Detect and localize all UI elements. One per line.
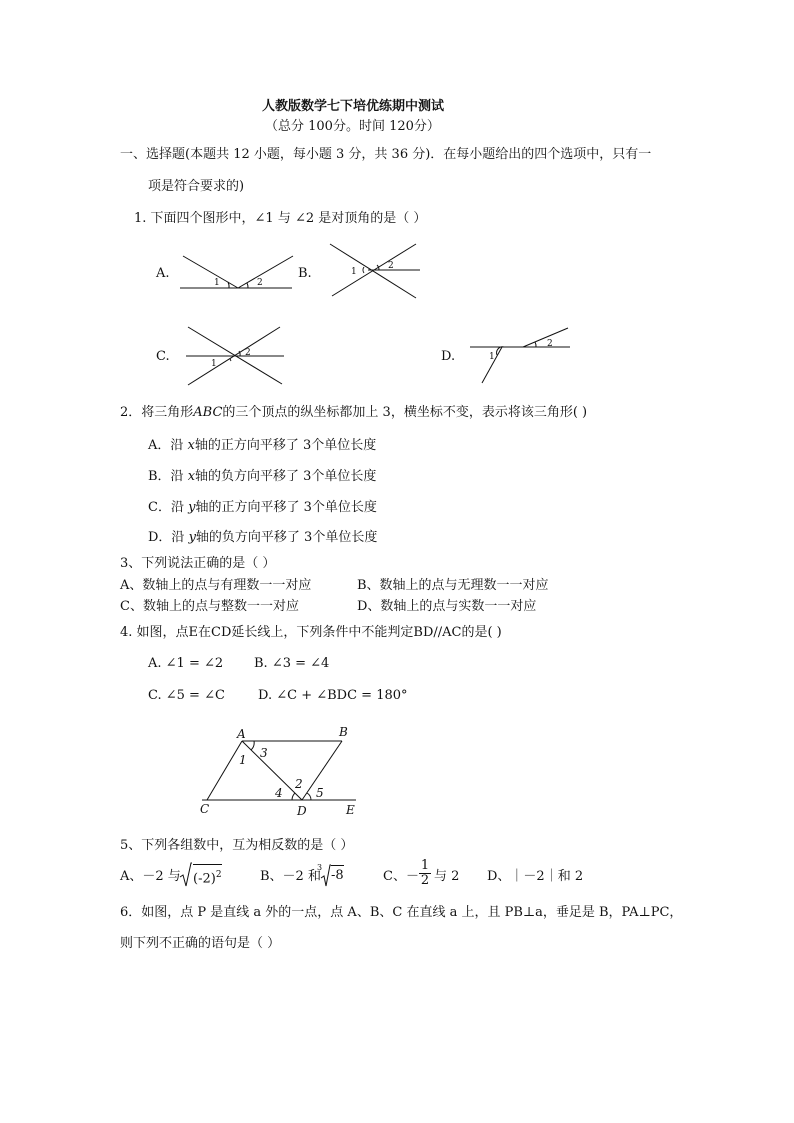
question-1-stem: 1. 下面四个图形中，∠1 与 ∠2 是对顶角的是（ ） [134,211,427,226]
q1d-angle1-label: 1 [489,352,495,362]
q1c-angle1-label: 1 [211,359,217,369]
q1-figure-d [468,325,573,387]
q1-figure-c [184,324,286,388]
q1c-angle2-arc [239,351,240,356]
q4-label-b: B [339,725,348,739]
q5-option-d: D、｜－2｜和 2 [487,869,584,884]
q2-option-d: D．沿 y轴的负方向平移了 3个单位长度 [148,530,378,545]
q1-option-d-label: D. [441,349,456,364]
q5-option-c-pre: C、－ [383,869,419,884]
q1a-left-ray [183,256,238,288]
q5-option-b-radicand: -8 [331,865,344,886]
q2-option-a: A．沿 x轴的正方向平移了 3个单位长度 [148,438,377,453]
question-5-stem: 5、下列各组数中，互为相反数的是（ ） [120,838,354,853]
q4-option-b: B. ∠3 = ∠4 [254,656,330,671]
q1a-angle2-label: 2 [257,278,263,288]
q1d-angle2-label: 2 [547,339,553,349]
q3-option-a: A、数轴上的点与有理数一一对应 [120,578,312,593]
q1-figure-b [328,240,423,300]
q4-label-a: A [237,727,246,741]
q2-stem-abc: ABC [193,405,223,420]
q1-figure-a [178,253,296,293]
q4-label-4: 4 [275,786,283,800]
q4-label-2: 2 [295,777,303,791]
q4-angle4-arc [292,793,295,800]
q1-option-c-label: C. [156,349,170,364]
q1d-angle2-arc [535,342,536,347]
q4-label-d: D [297,804,307,818]
q4-label-1: 1 [239,753,247,767]
q4-label-c: C [200,802,210,816]
q2-option-c: C．沿 y轴的正方向平移了 3个单位长度 [148,500,377,515]
q5-option-b-pre: B、－2 和 [260,869,321,884]
q1a-angle1-label: 1 [214,278,220,288]
question-6-stem-line1: 6．如图，点 P 是直线 a 外的一点，点 A、B、C 在直线 a 上，且 PB⊥a，垂足是 B，PA⊥PC， [120,905,683,920]
q1a-angle1-arc [228,282,229,288]
question-6-stem-line2: 则下列不正确的语句是（ ） [120,936,281,951]
q2-stem-post: 的三个顶点的纵坐标都加上 3，横坐标不变，表示将该三角形( ) [222,405,588,420]
q4-angle5-arc [307,793,311,800]
q4-label-5: 5 [316,786,324,800]
q5-option-a-radicand: $(-2)^2$ [193,864,222,889]
q5-option-c-fraction [419,859,431,888]
q4-option-a: A. ∠1 = ∠2 [148,656,224,671]
q5-option-c-denominator: 2 [420,873,430,888]
page-subtitle: （总分 100分。时间 120分） [265,119,440,134]
q2-stem-pre: 2．将三角形 [120,405,194,420]
q1a-angle2-arc [247,283,248,288]
q3-option-b: B、数轴上的点与无理数一一对应 [357,578,549,593]
q4-line-ac [207,741,242,800]
section-heading-line1: 一、选择题(本题共 12 小题，每小题 3 分，共 36 分)．在每小题给出的四个选项中，只有一 [120,147,652,162]
q5-option-a-pre: A、－2 与 [120,869,181,884]
q5-option-c-post: 与 2 [434,869,460,884]
q4-option-c: C. ∠5 = ∠C [148,688,225,703]
q4-option-d: D. ∠C + ∠BDC = 180° [258,688,408,703]
q1d-upper-ray [523,328,568,347]
q1-option-b-label: B. [298,266,312,281]
section-heading-line2: 项是符合要求的) [148,179,245,194]
page-title: 人教版数学七下培优练期中测试 [262,99,445,114]
q5-option-b-index: 3 [317,863,323,872]
q2-option-b: B．沿 x轴的负方向平移了 3个单位长度 [148,469,377,484]
q5-option-c-numerator: 1 [420,858,430,873]
q5-option-b-sqrt-sign [321,864,331,888]
q4-label-e: E [346,803,355,817]
q1b-angle1-arc [363,267,364,273]
q1b-angle1-label: 1 [351,267,357,277]
q5-option-a-sqrt-sign [180,862,192,888]
q3-option-d: D、数轴上的点与实数一一对应 [357,599,537,614]
q1a-right-ray [238,256,293,288]
q4-angle3-arc [251,741,254,750]
question-2-stem [120,405,587,421]
q1-option-a-label: A. [156,266,170,281]
q1c-angle2-label: 2 [245,348,251,358]
question-4-stem: 4. 如图，点E在CD延长线上，下列条件中不能判定BD//AC的是( ) [120,625,502,640]
q3-option-c: C、数轴上的点与整数一一对应 [120,599,299,614]
question-3-stem: 3、下列说法正确的是（ ） [120,556,276,571]
q4-figure [196,722,366,817]
q4-label-3: 3 [260,746,268,760]
q1b-angle2-label: 2 [388,261,394,271]
